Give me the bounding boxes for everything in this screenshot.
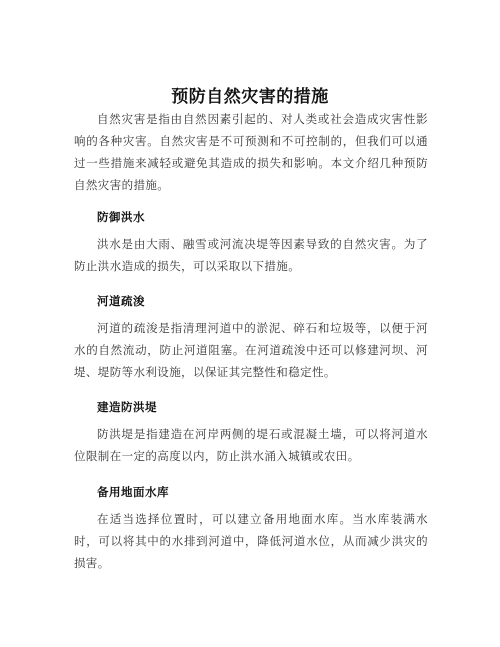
section-heading-flood-levee: 建造防洪堤 [97,400,157,414]
section-heading-reserve-reservoir: 备用地面水库 [97,485,169,499]
document-title: 预防自然灾害的措施 [171,87,329,107]
section-heading-flood-defense: 防御洪水 [97,210,145,224]
section-body-flood-levee: 防洪堤是指建造在河岸两侧的堤石或混凝土墙，可以将河道水位限制在一定的高度以内，防止洪水涌入城镇或农田。 [74,427,428,463]
section-heading-river-dredging: 河道疏浚 [97,294,145,308]
intro-paragraph: 自然灾害是指由自然因素引起的、对人类或社会造成灾害性影响的各种灾害。自然灾害是不可预测和不可控制的，但我们可以通过一些措施来减轻或避免其造成的损失和影响。本文介绍几种预防自然灾害的措施。 [74,112,428,192]
section-body-river-dredging: 河道的疏浚是指清理河道中的淤泥、碎石和垃圾等，以便于河水的自然流动，防止河道阻塞。在河道疏浚中还可以修建河坝、河堤、堤防等水利设施，以保证其完整性和稳定性。 [74,321,428,379]
section-body-reserve-reservoir: 在适当选择位置时，可以建立备用地面水库。当水库装满水时，可以将其中的水排到河道中，降低河道水位，从而减少洪灾的损害。 [74,512,428,570]
section-body-flood-defense: 洪水是由大雨、融雪或河流决堤等因素导致的自然灾害。为了防止洪水造成的损失，可以采取以下措施。 [74,237,428,273]
